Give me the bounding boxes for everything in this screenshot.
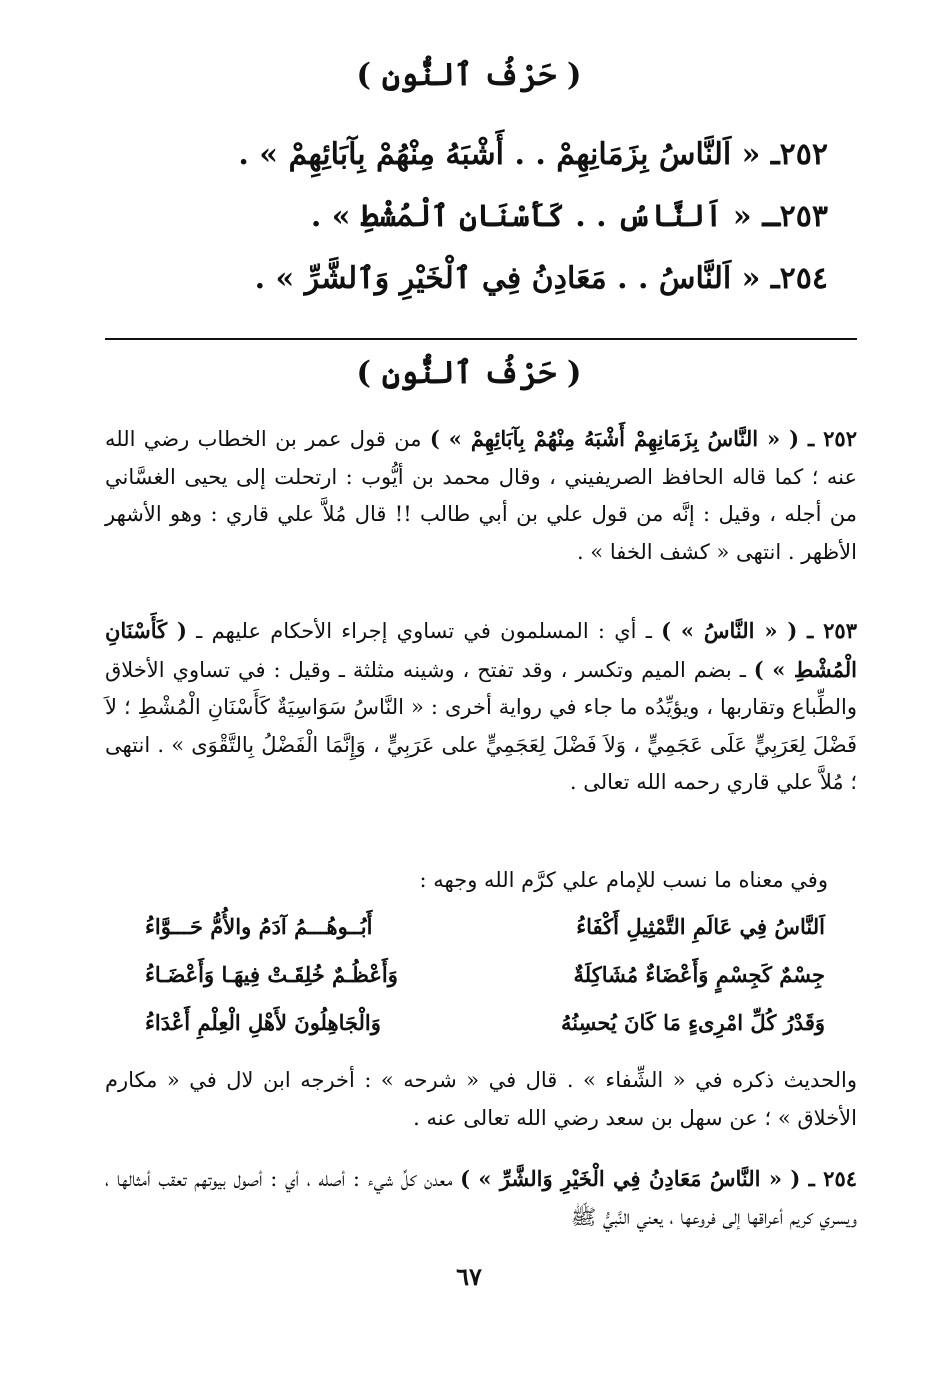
commentary-254 [105,1160,857,1236]
commentary-254-text: معدن كلِّ شيء : أصله ، أي : أصول بيوتهم تعقب أمثالها ، ويسري كريم أعراقها إلى فروعها ، يعني النَّبيُّ ﷺ [105,1167,857,1229]
hadith-quote-253: ٢٥٣ ـ ( « النَّاسُ » ) [661,618,857,643]
poem [145,902,825,1046]
commentary-253-text-1: ـ أي : المسلمون في تساوي إجراء الأحكام عليهم ـ [186,619,662,643]
poem-intro: وفي معناه ما نسب للإمام علي كرَّم الله وجهه : [419,868,828,892]
poem-verse [145,998,825,1046]
verse-first-hemistich: اَلنَّاسُ فِي عَالَمِ التَّمْثِيلِ أَكْفَاءُ [576,913,825,939]
verse-second-hemistich: وَالْجَاهِلُونَ لأَهْلِ الْعِلْمِ أَعْدَاءُ [145,1009,381,1035]
hadith-quote-253-continued: ( كَأَسْنَانِ الْمُشْطِ » ) [105,618,857,682]
poem-verse [145,902,825,950]
source-note-text: والحديث ذكره في « الشِّفاء » . قال في « شرحه » : أخرجه ابن لال في « مكارم الأخلاق » ؛ عن سهل بن سعد رضي الله تعالى عنه . [105,1068,857,1130]
commentary-253 [105,612,857,802]
commentary-source-note [105,1062,857,1137]
main-entry-252: ٢٥٢ـ « اَلنَّاسُ بِزَمَانِهِمْ . . أَشْبَهُ مِنْهُمْ بِآبَائِهِمْ » . [238,137,828,172]
poem-verse [145,950,825,998]
verse-first-hemistich: وَقَدْرُ كُلِّ امْرِىءٍ مَا كَانَ يُحسِنُهُ [561,1009,825,1035]
main-entry-253: ٢٥٣ـ « اَلنَّاسُ . . كَأَسْنَانِ ٱلْمُشْطِ » . [310,199,828,234]
main-entry-254: ٢٥٤ـ « اَلنَّاسُ . . مَعَادِنُ فِي ٱلْخَيْرِ وَٱلشَّرِّ » . [254,261,828,296]
chapter-heading-top: ( حَرْفُ ٱلنُّونِ ) [356,57,582,93]
section-divider [105,338,857,340]
commentary-252 [105,420,857,571]
page-number: ٦٧ [456,1262,482,1291]
chapter-heading-commentary: ( حَرْفُ ٱلنُّونِ ) [356,355,582,391]
commentary-253-text-2: ـ بضم الميم وتكسر ، وقد تفتح ، وشينه مثلثة ـ وقيل : في تساوي الأخلاق والطِّباع وتقاربها ، ويؤيِّدُه ما جاء في رواية أخرى : « النَّاسُ سَوَاسِيَةٌ كَأَسْنَانِ الْمُشْطِ ؛ لاَ فَضْلَ لِعَرَبِيٍّ عَلَى عَجَمِيٍّ ، وَلاَ فَضْلَ لِعَجَمِيٍّ على عَرَبِيٍّ ، وَإِنَّمَا الْفَضْلُ بِالتَّقْوَى » . انتهى ؛ مُلاَّ علي قاري رحمه الله تعالى . [105,657,857,794]
hadith-quote-254: ٢٥٤ ـ ( « النَّاسُ مَعَادِنُ فِي الْخَيْرِ وَالشَّرِّ » ) [460,1166,858,1191]
verse-second-hemistich: أَبُــوهُـــمُ آدَمُ والأُمُّ حَـــوَّاءُ [145,913,373,939]
verse-second-hemistich: وَأَعْظُـمٌ خُلِقَـتْ فِيهَـا وَأَعْضَـاءُ [145,961,398,987]
verse-first-hemistich: جِسْمٌ كَجِسْمٍ وَأَعْضَاءٌ مُشَاكِلَةٌ [573,961,825,987]
hadith-quote-252: ٢٥٢ ـ ( « النَّاسُ بِزَمَانِهِمْ أَشْبَهُ مِنْهُمْ بِآبَائِهِمْ » ) [429,426,857,451]
commentary-252-text: من قول عمر بن الخطاب رضي الله عنه ؛ كما قاله الحافظ الصريفيني ، وقال محمد بن أيُّوب : ارتحلت إلى يحيى الغسَّاني من أجله ، وقيل : إنَّه من قول علي بن أبي طالب !! قال مُلاَّ علي قاري : وهو الأشهر الأظهر . انتهى « كشف الخفا » . [105,427,857,564]
